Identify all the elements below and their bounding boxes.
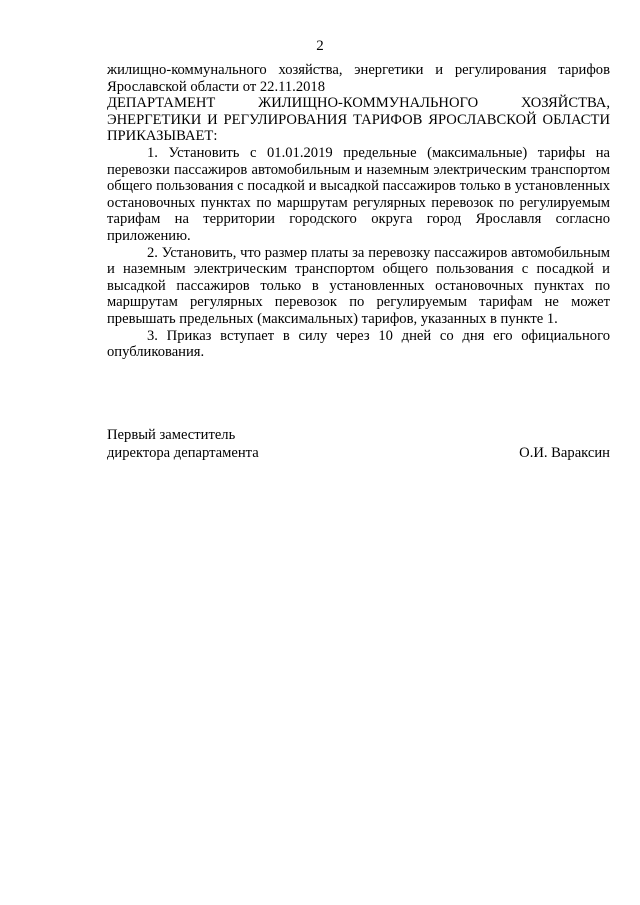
signatory-title-line-2: директора департамента [107,445,259,461]
page-number: 2 [316,38,324,54]
order-item-1: 1. Установить с 01.01.2019 предельные (максимальные) тарифы на перевозки пассажиров автомобильным и наземным электрическим транспортом общего пользования с посадкой и высадкой пассажиров только в установленных остановочных пунктах по маршрутам регулярных перевозок по регулируемым тарифам на территории городского округа город Ярославля согласно приложению. [107,144,610,244]
signature-row [107,444,610,462]
header-line-2: Ярославской области от 22.11.2018 [107,78,326,95]
document-body [107,62,610,361]
directive-text: ДЕПАРТАМЕНТ ЖИЛИЩНО-КОММУНАЛЬНОГО ХОЗЯЙСТВА, ЭНЕРГЕТИКИ И РЕГУЛИРОВАНИЯ ТАРИФОВ ЯРОСЛАВСКОЙ ОБЛАСТИ ПРИКАЗЫВАЕТ: [107,95,610,145]
signatory-name: О.И. Вараксин [519,445,610,461]
signature-block [107,426,610,462]
header-line-1: жилищно-коммунального хозяйства, энергетики и регулирования тарифов [107,62,610,78]
order-item-2: 2. Установить, что размер платы за перевозку пассажиров автомобильным и наземным электрическим транспортом общего пользования с посадкой и высадкой пассажиров только в установленных остановочных пунктах по маршрутам регулярных перевозок по регулируемым тарифам не может превышать предельных (максимальных) тарифов, указанных в пункте 1. [107,244,610,327]
signatory-title-line-1: Первый заместитель [107,427,236,443]
order-item-3: 3. Приказ вступает в силу через 10 дней со дня его официального опубликования. [107,327,610,361]
